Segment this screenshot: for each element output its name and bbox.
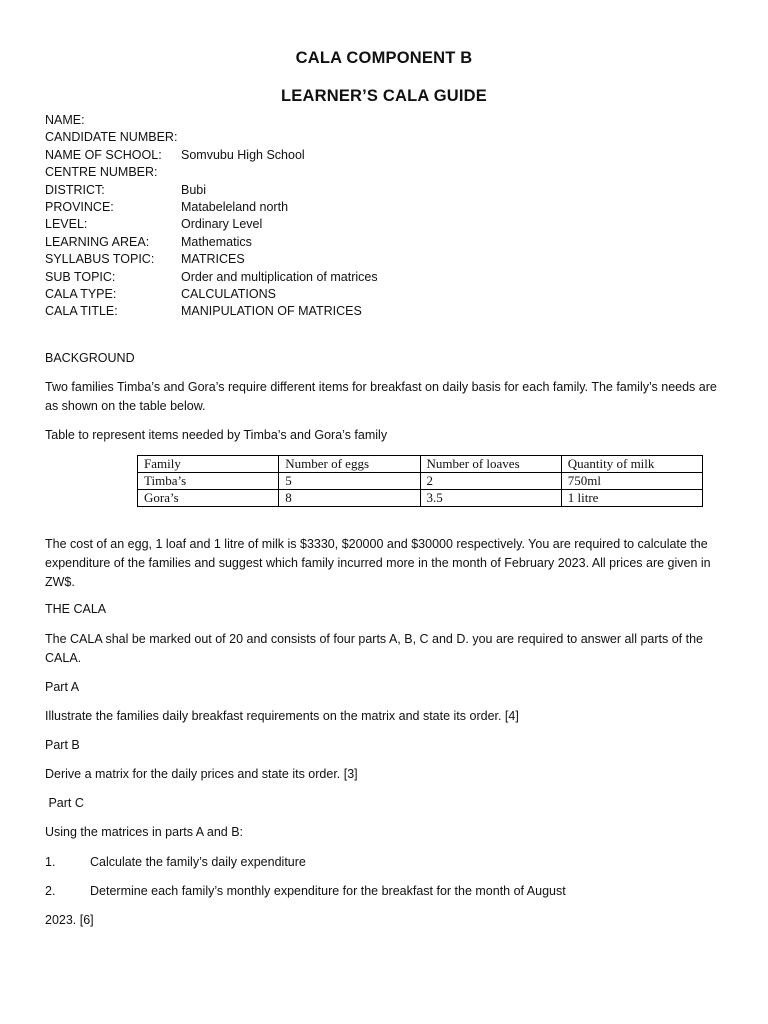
part-c-item xyxy=(45,882,566,901)
table-cell: Timba’s xyxy=(138,473,279,490)
table-header-cell: Number of loaves xyxy=(420,456,561,473)
info-label: LEARNING AREA: xyxy=(45,234,150,249)
info-row-name xyxy=(45,112,378,129)
info-value: MANIPULATION OF MATRICES xyxy=(181,304,362,319)
document-subtitle: LEARNER’S CALA GUIDE xyxy=(281,87,487,105)
item-number: 1. xyxy=(45,855,56,869)
table-cell: 3.5 xyxy=(420,490,561,507)
info-row-syllabus-topic xyxy=(45,251,378,268)
info-value: Mathematics xyxy=(181,234,252,249)
info-block xyxy=(45,112,378,321)
part-b-text: Derive a matrix for the daily prices and state its order. [3] xyxy=(45,767,358,781)
table-row xyxy=(138,473,703,490)
table-cell: 2 xyxy=(420,473,561,490)
cost-paragraph: The cost of an egg, 1 loaf and 1 litre of milk is $3330, $20000 and $30000 respectively. You are required to calculate the expenditure of the families and suggest which family incurred more in the month of February 2023. All prices are given in ZW$. xyxy=(45,537,711,589)
info-row-candidate-number xyxy=(45,129,378,146)
cala-description: The CALA shal be marked out of 20 and consists of four parts A, B, C and D. you are required to answer all parts of the CALA. xyxy=(45,632,703,665)
part-c-tail: 2023. [6] xyxy=(45,913,94,927)
info-row-school xyxy=(45,147,378,164)
requirements-table xyxy=(137,455,703,507)
cala-heading: THE CALA xyxy=(45,602,107,616)
table-header-row xyxy=(138,456,703,473)
info-label: SYLLABUS TOPIC: xyxy=(45,252,155,267)
info-row-cala-type xyxy=(45,286,378,303)
info-value: MATRICES xyxy=(181,252,245,267)
item-number: 2. xyxy=(45,884,56,898)
table-header-cell: Family xyxy=(138,456,279,473)
info-label: NAME OF SCHOOL: xyxy=(45,147,162,162)
item-text: Calculate the family’s daily expenditure xyxy=(90,855,306,869)
info-value: Somvubu High School xyxy=(181,147,305,162)
info-row-learning-area xyxy=(45,234,378,251)
document-title: CALA COMPONENT B xyxy=(295,49,473,67)
info-value: Ordinary Level xyxy=(181,217,263,232)
part-a-text: Illustrate the families daily breakfast requirements on the matrix and state its order. [4] xyxy=(45,709,519,723)
part-a-heading: Part A xyxy=(45,680,80,694)
info-row-sub-topic xyxy=(45,269,378,286)
info-row-level xyxy=(45,216,378,233)
part-c-item xyxy=(45,853,306,872)
info-label: CALA TYPE: xyxy=(45,286,117,301)
background-heading: BACKGROUND xyxy=(45,351,135,365)
info-value: Matabeleland north xyxy=(181,199,289,214)
info-row-province xyxy=(45,199,378,216)
info-value: Bubi xyxy=(181,182,207,197)
info-value: Order and multiplication of matrices xyxy=(181,269,378,284)
table-cell: 750ml xyxy=(561,473,702,490)
info-label: SUB TOPIC: xyxy=(45,269,116,284)
part-c-intro: Using the matrices in parts A and B: xyxy=(45,825,244,839)
table-cell: Gora’s xyxy=(138,490,279,507)
info-label: DISTRICT: xyxy=(45,182,105,197)
info-value: CALCULATIONS xyxy=(181,286,276,301)
table-header-cell: Quantity of milk xyxy=(561,456,702,473)
info-label: CALA TITLE: xyxy=(45,304,118,319)
table-caption: Table to represent items needed by Timba’s and Gora’s family xyxy=(45,428,388,442)
info-label: LEVEL: xyxy=(45,217,88,232)
info-label: PROVINCE: xyxy=(45,199,114,214)
info-row-centre-number xyxy=(45,164,378,181)
table-cell: 5 xyxy=(279,473,420,490)
table-cell: 1 litre xyxy=(561,490,702,507)
info-row-district xyxy=(45,182,378,199)
info-label: CENTRE NUMBER: xyxy=(45,165,158,180)
part-c-heading: Part C xyxy=(45,796,84,810)
table-header-cell: Number of eggs xyxy=(279,456,420,473)
table-cell: 8 xyxy=(279,490,420,507)
background-intro: Two families Timba’s and Gora’s require different items for breakfast on daily basis for each family. The family’s needs are as shown on the table below. xyxy=(45,380,717,413)
info-label: NAME: xyxy=(45,113,85,127)
part-b-heading: Part B xyxy=(45,738,80,752)
info-row-cala-title xyxy=(45,303,378,320)
info-label: CANDIDATE NUMBER: xyxy=(45,130,178,145)
table-row xyxy=(138,490,703,507)
item-text: Determine each family’s monthly expenditure for the breakfast for the month of August xyxy=(90,884,566,898)
